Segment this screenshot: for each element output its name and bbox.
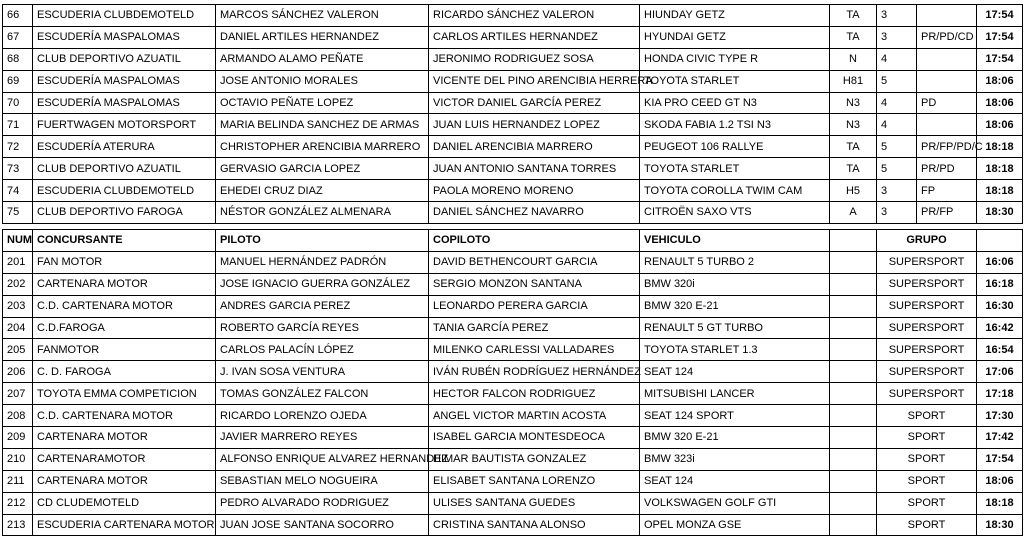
cell-num: 206 <box>3 361 33 383</box>
cell-driver: RICARDO LORENZO OJEDA <box>216 405 429 427</box>
cell-group: SPORT <box>877 427 977 449</box>
cell-class: TA <box>830 158 877 180</box>
cell-driver: JOSE IGNACIO GUERRA GONZÁLEZ <box>216 273 429 295</box>
cell-extra: FP <box>917 180 977 202</box>
cell-time: 18:06 <box>977 114 1023 136</box>
cell-codriver: VICTOR DANIEL GARCÍA PEREZ <box>429 92 640 114</box>
cell-extra <box>917 48 977 70</box>
cell-num: 75 <box>3 202 33 224</box>
cell-num: 69 <box>3 70 33 92</box>
cell-vehicle: SKODA FABIA 1.2 TSI N3 <box>640 114 830 136</box>
cell-num: 66 <box>3 5 33 27</box>
table-row <box>3 48 1023 70</box>
cell-time: 18:06 <box>977 470 1023 492</box>
cell-codriver: DAVID BETHENCOURT GARCIA <box>429 251 640 273</box>
cell-entrant: ESCUDERÍA MASPALOMAS <box>33 92 216 114</box>
table-row <box>3 26 1023 48</box>
cell-num: 205 <box>3 339 33 361</box>
cell-num: 203 <box>3 295 33 317</box>
cell-extra: PD <box>917 92 977 114</box>
cell-num: 212 <box>3 492 33 514</box>
table-row <box>3 295 1023 317</box>
cell-group: SUPERSPORT <box>877 295 977 317</box>
cell-vehicle: KIA PRO CEED GT N3 <box>640 92 830 114</box>
cell-entrant: CARTENARA MOTOR <box>33 470 216 492</box>
cell-driver: JOSE ANTONIO MORALES <box>216 70 429 92</box>
cell-codriver: CARLOS ARTILES HERNANDEZ <box>429 26 640 48</box>
cell-num: 209 <box>3 427 33 449</box>
cell-vehicle: BMW 320 E-21 <box>640 295 830 317</box>
cell-entrant: CARTENARAMOTOR <box>33 448 216 470</box>
table-row <box>3 158 1023 180</box>
table-row <box>3 361 1023 383</box>
cell-codriver: ULISES SANTANA GUEDES <box>429 492 640 514</box>
cell-class: H81 <box>830 70 877 92</box>
cell-vehicle: RENAULT 5 TURBO 2 <box>640 251 830 273</box>
cell-vehicle: SEAT 124 SPORT <box>640 405 830 427</box>
cell-group: 4 <box>877 92 917 114</box>
cell-time: 18:30 <box>977 514 1023 536</box>
cell-num: 204 <box>3 317 33 339</box>
header-time-blank <box>977 230 1023 252</box>
cell-entrant: CLUB DEPORTIVO AZUATIL <box>33 48 216 70</box>
cell-vehicle: HIUNDAY GETZ <box>640 5 830 27</box>
header-vehicle: VEHICULO <box>640 230 830 252</box>
cell-entrant: C.D. CARTENARA MOTOR <box>33 295 216 317</box>
cell-codriver: ISABEL GARCIA MONTESDEOCA <box>429 427 640 449</box>
cell-time: 18:06 <box>977 70 1023 92</box>
cell-extra: PR/PD <box>917 158 977 180</box>
table-row <box>3 470 1023 492</box>
cell-blank <box>830 448 877 470</box>
cell-entrant: CARTENARA MOTOR <box>33 273 216 295</box>
cell-codriver: RICARDO SÁNCHEZ VALERON <box>429 5 640 27</box>
table-row <box>3 339 1023 361</box>
cell-driver: ALFONSO ENRIQUE ALVAREZ HERNANDEZ <box>216 448 429 470</box>
cell-codriver: HIMAR BAUTISTA GONZALEZ <box>429 448 640 470</box>
cell-time: 17:06 <box>977 361 1023 383</box>
cell-vehicle: PEUGEOT 106 RALLYE <box>640 136 830 158</box>
table-row <box>3 202 1023 224</box>
cell-blank <box>830 470 877 492</box>
cell-group: 3 <box>877 5 917 27</box>
cell-driver: J. IVAN SOSA VENTURA <box>216 361 429 383</box>
cell-num: 207 <box>3 383 33 405</box>
cell-driver: JAVIER MARRERO REYES <box>216 427 429 449</box>
cell-codriver: VICENTE DEL PINO ARENCIBIA HERRERA <box>429 70 640 92</box>
table-row <box>3 251 1023 273</box>
cell-group: SUPERSPORT <box>877 383 977 405</box>
table-row <box>3 448 1023 470</box>
cell-class: TA <box>830 26 877 48</box>
cell-class: N3 <box>830 92 877 114</box>
cell-group: 5 <box>877 136 917 158</box>
table-row <box>3 317 1023 339</box>
cell-num: 71 <box>3 114 33 136</box>
cell-entrant: ESCUDERÍA MASPALOMAS <box>33 70 216 92</box>
cell-class: H5 <box>830 180 877 202</box>
cell-entrant: FAN MOTOR <box>33 251 216 273</box>
cell-blank <box>830 295 877 317</box>
cell-time: 16:54 <box>977 339 1023 361</box>
cell-blank <box>830 273 877 295</box>
cell-time: 18:06 <box>977 92 1023 114</box>
header-entrant: CONCURSANTE <box>33 230 216 252</box>
entry-list-table-bottom <box>2 229 1023 536</box>
header-blank <box>830 230 877 252</box>
cell-vehicle: VOLKSWAGEN GOLF GTI <box>640 492 830 514</box>
cell-vehicle: RENAULT 5 GT TURBO <box>640 317 830 339</box>
cell-codriver: PAOLA MORENO MORENO <box>429 180 640 202</box>
cell-codriver: JUAN LUIS HERNANDEZ LOPEZ <box>429 114 640 136</box>
cell-entrant: ESCUDERIA CLUBDEMOTELD <box>33 180 216 202</box>
cell-time: 17:18 <box>977 383 1023 405</box>
cell-group: 4 <box>877 114 917 136</box>
cell-num: 67 <box>3 26 33 48</box>
cell-class: N <box>830 48 877 70</box>
cell-codriver: JUAN ANTONIO SANTANA TORRES <box>429 158 640 180</box>
entry-list-top-body <box>3 5 1023 224</box>
cell-driver: ANDRES GARCIA PEREZ <box>216 295 429 317</box>
cell-group: SUPERSPORT <box>877 251 977 273</box>
cell-time: 16:30 <box>977 295 1023 317</box>
cell-entrant: CARTENARA MOTOR <box>33 427 216 449</box>
cell-time: 17:54 <box>977 48 1023 70</box>
cell-driver: ROBERTO GARCÍA REYES <box>216 317 429 339</box>
cell-driver: MARIA BELINDA SANCHEZ DE ARMAS <box>216 114 429 136</box>
cell-group: SUPERSPORT <box>877 273 977 295</box>
cell-time: 18:18 <box>977 158 1023 180</box>
table-row <box>3 70 1023 92</box>
cell-time: 17:54 <box>977 5 1023 27</box>
cell-codriver: MILENKO CARLESSI VALLADARES <box>429 339 640 361</box>
cell-num: 213 <box>3 514 33 536</box>
cell-vehicle: BMW 320 E-21 <box>640 427 830 449</box>
cell-num: 202 <box>3 273 33 295</box>
cell-codriver: DANIEL ARENCIBIA MARRERO <box>429 136 640 158</box>
cell-blank <box>830 427 877 449</box>
cell-vehicle: SEAT 124 <box>640 361 830 383</box>
table-row <box>3 92 1023 114</box>
cell-time: 18:18 <box>977 492 1023 514</box>
cell-time: 17:42 <box>977 427 1023 449</box>
header-driver: PILOTO <box>216 230 429 252</box>
header-group: GRUPO <box>877 230 977 252</box>
cell-vehicle: TOYOTA STARLET <box>640 158 830 180</box>
cell-extra <box>917 5 977 27</box>
cell-vehicle: TOYOTA COROLLA TWIM CAM <box>640 180 830 202</box>
cell-group: 3 <box>877 180 917 202</box>
table-row <box>3 427 1023 449</box>
cell-num: 72 <box>3 136 33 158</box>
cell-class: A <box>830 202 877 224</box>
cell-vehicle: BMW 323i <box>640 448 830 470</box>
cell-entrant: ESCUDERÍA MASPALOMAS <box>33 26 216 48</box>
cell-entrant: ESCUDERIA CLUBDEMOTELD <box>33 5 216 27</box>
cell-group: SUPERSPORT <box>877 317 977 339</box>
table-row <box>3 273 1023 295</box>
cell-group: 5 <box>877 70 917 92</box>
cell-blank <box>830 514 877 536</box>
cell-blank <box>830 405 877 427</box>
table-row <box>3 514 1023 536</box>
cell-entrant: TOYOTA EMMA COMPETICION <box>33 383 216 405</box>
header-num: NUM <box>3 230 33 252</box>
cell-time: 16:18 <box>977 273 1023 295</box>
cell-extra <box>917 114 977 136</box>
cell-time: 17:54 <box>977 448 1023 470</box>
table-row <box>3 114 1023 136</box>
cell-time: 17:30 <box>977 405 1023 427</box>
cell-num: 70 <box>3 92 33 114</box>
cell-driver: EHEDEI CRUZ DIAZ <box>216 180 429 202</box>
cell-driver: NÉSTOR GONZÁLEZ ALMENARA <box>216 202 429 224</box>
cell-group: 3 <box>877 202 917 224</box>
cell-vehicle: CITROËN SAXO VTS <box>640 202 830 224</box>
cell-codriver: ELISABET SANTANA LORENZO <box>429 470 640 492</box>
cell-driver: OCTAVIO PEÑATE LOPEZ <box>216 92 429 114</box>
cell-blank <box>830 339 877 361</box>
cell-extra <box>917 70 977 92</box>
cell-entrant: FUERTWAGEN MOTORSPORT <box>33 114 216 136</box>
cell-driver: JUAN JOSE SANTANA SOCORRO <box>216 514 429 536</box>
table-row <box>3 405 1023 427</box>
cell-blank <box>830 317 877 339</box>
cell-entrant: ESCUDERÍA ATERURA <box>33 136 216 158</box>
cell-vehicle: HONDA CIVIC TYPE R <box>640 48 830 70</box>
cell-codriver: LEONARDO PERERA GARCIA <box>429 295 640 317</box>
cell-entrant: FANMOTOR <box>33 339 216 361</box>
cell-driver: CARLOS PALACÍN LÓPEZ <box>216 339 429 361</box>
cell-time: 18:18 <box>977 180 1023 202</box>
cell-num: 73 <box>3 158 33 180</box>
cell-time: 16:42 <box>977 317 1023 339</box>
table-header-row <box>3 230 1023 252</box>
cell-time: 18:18 <box>977 136 1023 158</box>
cell-group: SPORT <box>877 470 977 492</box>
cell-class: TA <box>830 136 877 158</box>
cell-group: SPORT <box>877 405 977 427</box>
cell-entrant: C. D. FAROGA <box>33 361 216 383</box>
cell-num: 210 <box>3 448 33 470</box>
cell-num: 208 <box>3 405 33 427</box>
cell-vehicle: HYUNDAI GETZ <box>640 26 830 48</box>
cell-class: N3 <box>830 114 877 136</box>
cell-group: 5 <box>877 158 917 180</box>
cell-extra: PR/PD/CD <box>917 26 977 48</box>
cell-codriver: JERONIMO RODRIGUEZ SOSA <box>429 48 640 70</box>
entry-list-bottom-body <box>3 230 1023 536</box>
cell-driver: MANUEL HERNÁNDEZ PADRÓN <box>216 251 429 273</box>
table-row <box>3 180 1023 202</box>
cell-driver: PEDRO ALVARADO RODRIGUEZ <box>216 492 429 514</box>
cell-codriver: IVÁN RUBÉN RODRÍGUEZ HERNÁNDEZ <box>429 361 640 383</box>
cell-blank <box>830 492 877 514</box>
table-row <box>3 383 1023 405</box>
cell-codriver: ANGEL VICTOR MARTIN ACOSTA <box>429 405 640 427</box>
cell-time: 16:06 <box>977 251 1023 273</box>
cell-vehicle: TOYOTA STARLET <box>640 70 830 92</box>
cell-entrant: C.D. CARTENARA MOTOR <box>33 405 216 427</box>
cell-time: 18:30 <box>977 202 1023 224</box>
cell-codriver: SERGIO MONZON SANTANA <box>429 273 640 295</box>
cell-codriver: CRISTINA SANTANA ALONSO <box>429 514 640 536</box>
cell-driver: MARCOS SÁNCHEZ VALERON <box>216 5 429 27</box>
cell-driver: ARMANDO ALAMO PEÑATE <box>216 48 429 70</box>
cell-driver: SEBASTIAN MELO NOGUEIRA <box>216 470 429 492</box>
cell-codriver: TANIA GARCÍA PEREZ <box>429 317 640 339</box>
cell-blank <box>830 361 877 383</box>
cell-group: SPORT <box>877 448 977 470</box>
cell-group: SUPERSPORT <box>877 361 977 383</box>
cell-group: SPORT <box>877 492 977 514</box>
cell-vehicle: BMW 320i <box>640 273 830 295</box>
cell-extra: PR/FP/PD/C <box>917 136 977 158</box>
cell-vehicle: MITSUBISHI LANCER <box>640 383 830 405</box>
cell-group: SUPERSPORT <box>877 339 977 361</box>
cell-class: TA <box>830 5 877 27</box>
entry-list-table-top <box>2 4 1023 224</box>
cell-vehicle: TOYOTA STARLET 1.3 <box>640 339 830 361</box>
cell-blank <box>830 383 877 405</box>
cell-entrant: CLUB DEPORTIVO FAROGA <box>33 202 216 224</box>
table-row <box>3 5 1023 27</box>
cell-num: 201 <box>3 251 33 273</box>
cell-driver: CHRISTOPHER ARENCIBIA MARRERO <box>216 136 429 158</box>
cell-group: 4 <box>877 48 917 70</box>
cell-codriver: HECTOR FALCON RODRIGUEZ <box>429 383 640 405</box>
cell-extra: PR/FP <box>917 202 977 224</box>
cell-entrant: C.D.FAROGA <box>33 317 216 339</box>
cell-num: 68 <box>3 48 33 70</box>
cell-vehicle: OPEL MONZA GSE <box>640 514 830 536</box>
cell-time: 17:54 <box>977 26 1023 48</box>
table-row <box>3 136 1023 158</box>
cell-num: 74 <box>3 180 33 202</box>
table-row <box>3 492 1023 514</box>
cell-group: SPORT <box>877 514 977 536</box>
cell-entrant: CLUB DEPORTIVO AZUATIL <box>33 158 216 180</box>
cell-blank <box>830 251 877 273</box>
cell-entrant: CD CLUDEMOTELD <box>33 492 216 514</box>
cell-codriver: DANIEL SÁNCHEZ NAVARRO <box>429 202 640 224</box>
cell-entrant: ESCUDERIA CARTENARA MOTOR <box>33 514 216 536</box>
cell-group: 3 <box>877 26 917 48</box>
cell-driver: DANIEL ARTILES HERNANDEZ <box>216 26 429 48</box>
cell-driver: GERVASIO GARCIA LOPEZ <box>216 158 429 180</box>
cell-num: 211 <box>3 470 33 492</box>
cell-vehicle: SEAT 124 <box>640 470 830 492</box>
header-codriver: COPILOTO <box>429 230 640 252</box>
cell-driver: TOMAS GONZÁLEZ FALCON <box>216 383 429 405</box>
